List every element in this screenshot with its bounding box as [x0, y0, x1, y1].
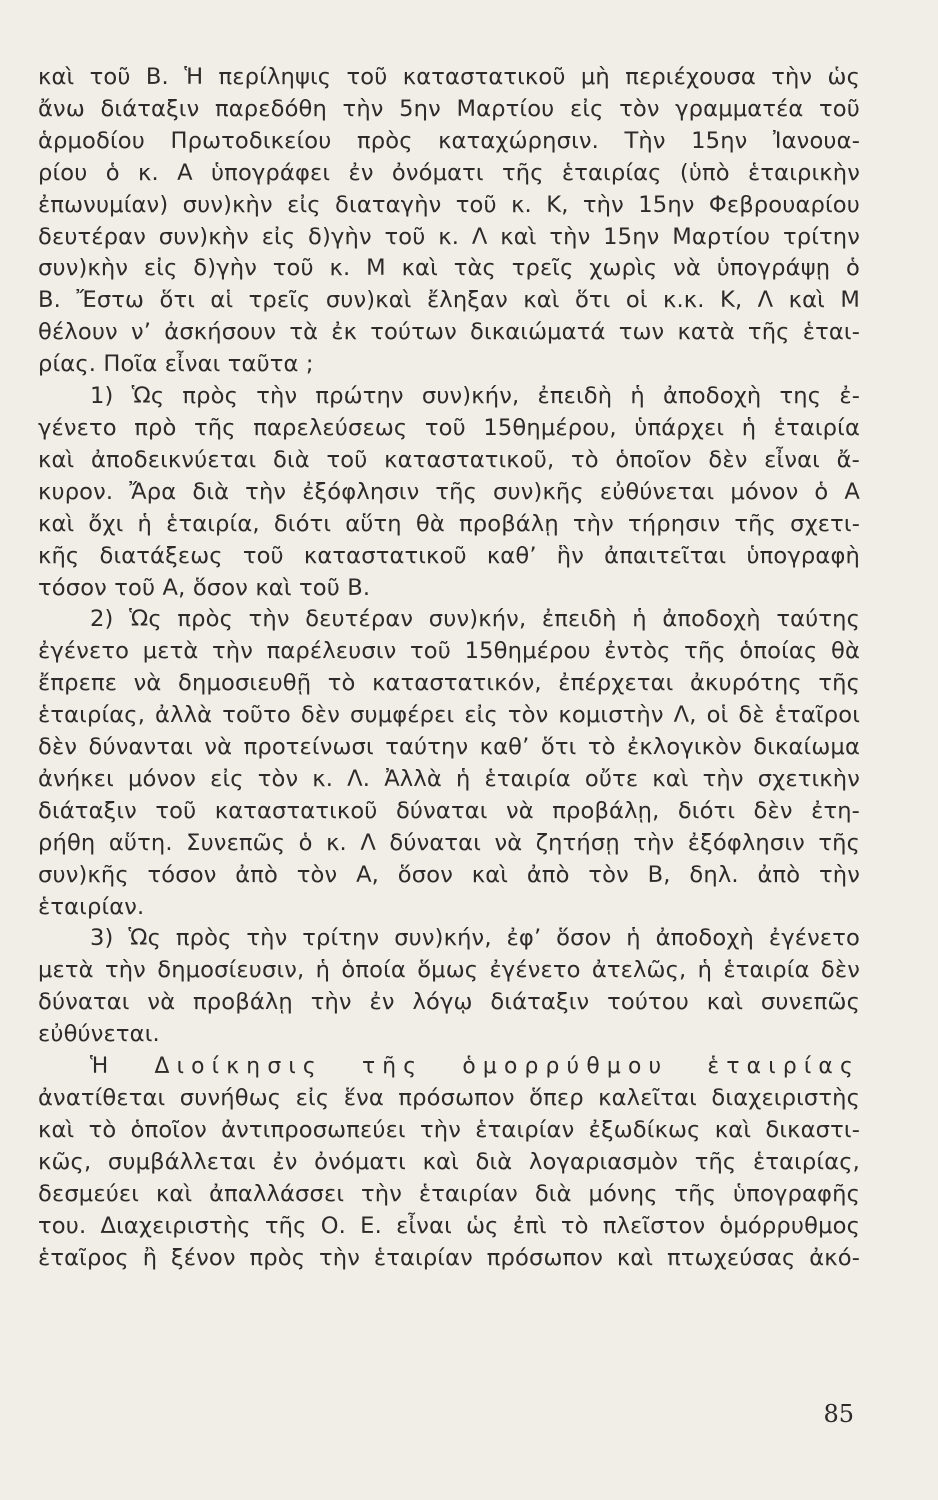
text-line: 3) Ὡς πρὸς τὴν τρίτην συν)κήν, ἐφ’ ὅσον ἡ ἀποδοχὴ ἐγένετο — [90, 925, 860, 952]
text-line: θέλουν ν’ ἀσκήσουν τὰ ἐκ τούτων δικαιώματά των κατὰ τῆς ἑται- — [38, 319, 860, 346]
text-line: συν)κῆς τόσον ἀπὸ τὸν Α, ὅσον καὶ ἀπὸ τὸν Β, δηλ. ἀπὸ τὴν — [38, 861, 860, 888]
text-line: ἑταῖρος ἢ ξένον πρὸς τὴν ἑταιρίαν πρόσωπον καὶ πτωχεύσας ἀκό- — [38, 1244, 860, 1271]
text-line: τόσον τοῦ Α, ὅσον καὶ τοῦ Β. — [38, 574, 371, 601]
text-line: καὶ τὸ ὁποῖον ἀντιπροσωπεύει τὴν ἑταιρίαν ἐξωδίκως καὶ δικαστι- — [38, 1116, 860, 1143]
text-line: κῶς, συμβάλλεται ἐν ὀνόματι καὶ διὰ λογαριασμὸν τῆς ἑταιρίας, — [38, 1148, 860, 1175]
text-line: του. Διαχειριστὴς τῆς Ο. Ε. εἶναι ὡς ἐπὶ τὸ πλεῖστον ὁμόρρυθμος — [38, 1212, 860, 1239]
text-line: μετὰ τὴν δημοσίευσιν, ἡ ὁποία ὅμως ἐγένετο ἀτελῶς, ἡ ἑταιρία δὲν — [38, 957, 860, 984]
text-line: δύναται νὰ προβάλῃ τὴν ἐν λόγῳ διάταξιν τούτου καὶ συνεπῶς — [38, 989, 860, 1016]
text-line: ἀνήκει μόνον εἰς τὸν κ. Λ. Ἀλλὰ ἡ ἑταιρία οὔτε καὶ τὴν σχετικὴν — [38, 765, 860, 792]
text-line: 1) Ὡς πρὸς τὴν πρώτην συν)κήν, ἐπειδὴ ἡ ἀποδοχὴ της ἐ- — [90, 383, 860, 410]
text-line: ρίου ὁ κ. Α ὑπογράφει ἐν ὀνόματι τῆς ἑταιρίας (ὑπὸ ἑταιρικὴν — [38, 159, 860, 186]
text-line: διάταξιν τοῦ καταστατικοῦ δύναται νὰ προβάλῃ, διότι δὲν ἐτη- — [38, 797, 860, 824]
text-line: ἐγένετο μετὰ τὴν παρέλευσιν τοῦ 15θημέρου ἐντὸς τῆς ὁποίας θὰ — [38, 638, 860, 665]
text-line: δεσμεύει καὶ ἀπαλλάσσει τὴν ἑταιρίαν διὰ μόνης τῆς ὑπογραφῆς — [38, 1180, 860, 1207]
text-line: Β. Ἔστω ὅτι αἱ τρεῖς συν)καὶ ἔληξαν καὶ ὅτι οἱ κ.κ. Κ, Λ καὶ Μ — [38, 287, 860, 314]
text-line: ἄνω διάταξιν παρεδόθη τὴν 5ην Μαρτίου εἰς τὸν γραμματέα τοῦ — [38, 95, 860, 122]
text-line: ἑταιρίας, ἀλλὰ τοῦτο δὲν συμφέρει εἰς τὸν κομιστὴν Λ, οἱ δὲ ἑταῖροι — [38, 702, 860, 729]
text-line: κυρον. Ἄρα διὰ τὴν ἐξόφλησιν τῆς συν)κῆς εὐθύνεται μόνον ὁ Α — [38, 478, 860, 505]
text-line: συν)κὴν εἰς δ)γὴν τοῦ κ. Μ καὶ τὰς τρεῖς χωρὶς νὰ ὑπογράψῃ ὁ — [38, 255, 860, 282]
text-line: ρήθη αὕτη. Συνεπῶς ὁ κ. Λ δύναται νὰ ζητήσῃ τὴν ἐξόφλησιν τῆς — [38, 829, 860, 856]
page-number: 85 — [823, 1400, 854, 1428]
text-line: ρίας. Ποῖα εἶναι ταῦτα ; — [38, 351, 314, 378]
text-line: ἁρμοδίου Πρωτοδικείου πρὸς καταχώρησιν. Τὴν 15ην Ἰανουα- — [38, 127, 860, 154]
text-line: ἀνατίθεται συνήθως εἰς ἕνα πρόσωπον ὅπερ καλεῖται διαχειριστὴς — [38, 1085, 860, 1111]
text-line: 2) Ὡς πρὸς τὴν δευτέραν συν)κήν, ἐπειδὴ ἡ ἀποδοχὴ ταύτης — [90, 606, 860, 633]
text-line: καὶ ὄχι ἡ ἑταιρία, διότι αὕτη θὰ προβάλῃ τὴν τήρησιν τῆς σχετι- — [38, 510, 860, 537]
text-line: καὶ τοῦ Β. Ἡ περίληψις τοῦ καταστατικοῦ μὴ περιέχουσα τὴν ὡς — [38, 64, 860, 90]
text-line: κῆς διατάξεως τοῦ καταστατικοῦ καθ’ ἣν ἀπαιτεῖται ὑπογραφὴ — [38, 542, 860, 569]
text-line: εὐθύνεται. — [38, 1021, 160, 1048]
text-line: γένετο πρὸ τῆς παρελεύσεως τοῦ 15θημέρου, ὑπάρχει ἡ ἑταιρία — [38, 414, 860, 441]
text-line: δευτέραν συν)κὴν εἰς δ)γὴν τοῦ κ. Λ καὶ τὴν 15ην Μαρτίου τρίτην — [38, 223, 860, 250]
text-line: καὶ ἀποδεικνύεται διὰ τοῦ καταστατικοῦ, τὸ ὁποῖον δὲν εἶναι ἄ- — [38, 446, 860, 473]
section-heading-line: Ἡ Διοίκησις τῆς ὁμορρύθμου ἑταιρίας — [90, 1054, 860, 1080]
page-text — [38, 62, 860, 1274]
text-line: ἐπωνυμίαν) συν)κὴν εἰς διαταγὴν τοῦ κ. Κ, τὴν 15ην Φεβρουαρίου — [38, 191, 860, 218]
text-line: ἑταιρίαν. — [38, 893, 145, 920]
text-line: ἔπρεπε νὰ δημοσιευθῇ τὸ καταστατικόν, ἐπέρχεται ἀκυρότης τῆς — [38, 670, 860, 697]
text-line: δὲν δύνανται νὰ προτείνωσι ταύτην καθ’ ὅτι τὸ ἐκλογικὸν δικαίωμα — [38, 734, 860, 761]
